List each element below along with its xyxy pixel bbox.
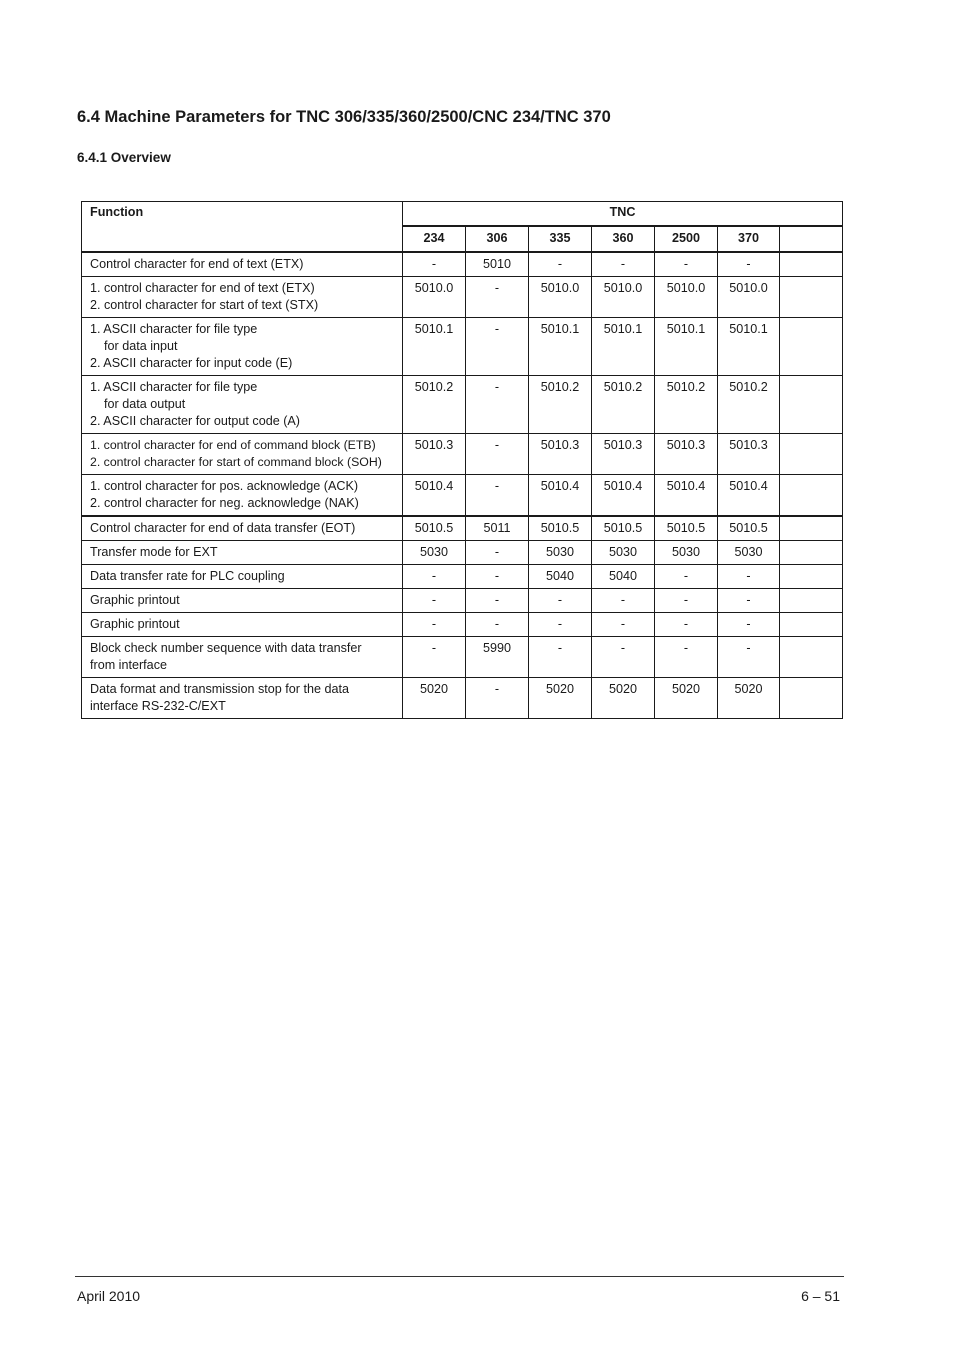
tnc-group-header: TNC xyxy=(403,202,843,227)
function-text: from interface xyxy=(90,658,167,672)
value-cell: - xyxy=(529,637,592,678)
function-cell xyxy=(82,252,403,277)
value-cell: 5010.2 xyxy=(655,376,718,434)
value-cell: 5010.3 xyxy=(529,434,592,475)
table-row xyxy=(82,318,843,376)
function-text: Control character for end of text (ETX) xyxy=(90,257,304,271)
model-column-header xyxy=(780,226,843,252)
value-cell: 5030 xyxy=(592,541,655,565)
value-cell: - xyxy=(655,565,718,589)
value-cell: - xyxy=(718,637,780,678)
table-row xyxy=(82,252,843,277)
value-cell: 5010.2 xyxy=(529,376,592,434)
function-cell xyxy=(82,541,403,565)
value-cell xyxy=(780,565,843,589)
table-row xyxy=(82,637,843,678)
value-cell: 5030 xyxy=(655,541,718,565)
value-cell: 5010.3 xyxy=(655,434,718,475)
value-cell: - xyxy=(403,589,466,613)
function-cell xyxy=(82,637,403,678)
function-cell xyxy=(82,678,403,719)
value-cell: - xyxy=(655,637,718,678)
function-text: 2. control character for start of text (STX) xyxy=(90,298,319,312)
value-cell: 5020 xyxy=(529,678,592,719)
table-row xyxy=(82,589,843,613)
value-cell: - xyxy=(403,565,466,589)
function-text: 1. control character for end of command block (ETB) xyxy=(90,438,376,452)
value-cell: 5010.1 xyxy=(403,318,466,376)
value-cell: - xyxy=(403,252,466,277)
value-cell: - xyxy=(592,252,655,277)
table-row xyxy=(82,613,843,637)
table-row xyxy=(82,678,843,719)
value-cell: 5010.3 xyxy=(592,434,655,475)
value-cell: 5010.5 xyxy=(592,516,655,541)
function-cell xyxy=(82,613,403,637)
value-cell: 5020 xyxy=(655,678,718,719)
value-cell: - xyxy=(466,318,529,376)
table-row xyxy=(82,565,843,589)
function-text: Graphic printout xyxy=(90,593,180,607)
function-cell xyxy=(82,475,403,517)
value-cell: 5020 xyxy=(718,678,780,719)
value-cell: 5010.0 xyxy=(529,277,592,318)
value-cell: 5010.2 xyxy=(592,376,655,434)
function-text: 1. ASCII character for file type xyxy=(90,380,258,394)
value-cell: - xyxy=(466,541,529,565)
table-row xyxy=(82,277,843,318)
value-cell: 5010.4 xyxy=(529,475,592,517)
function-text: 2. ASCII character for input code (E) xyxy=(90,356,293,370)
value-cell xyxy=(780,637,843,678)
function-text: 1. control character for end of text (ETX) xyxy=(90,281,315,295)
table-row xyxy=(82,376,843,434)
value-cell: 5010.2 xyxy=(403,376,466,434)
value-cell: - xyxy=(655,613,718,637)
value-cell: 5020 xyxy=(592,678,655,719)
value-cell: - xyxy=(466,589,529,613)
value-cell: 5030 xyxy=(529,541,592,565)
value-cell: 5010.3 xyxy=(718,434,780,475)
model-column-header: 2500 xyxy=(655,226,718,252)
model-column-header: 234 xyxy=(403,226,466,252)
value-cell xyxy=(780,318,843,376)
value-cell: - xyxy=(466,565,529,589)
value-cell: 5040 xyxy=(529,565,592,589)
table-row xyxy=(82,541,843,565)
value-cell: - xyxy=(466,475,529,517)
table-row xyxy=(82,516,843,541)
value-cell: 5040 xyxy=(592,565,655,589)
value-cell: 5010.2 xyxy=(718,376,780,434)
value-cell xyxy=(780,678,843,719)
function-text: Data format and transmission stop for the data xyxy=(90,682,350,696)
function-text: 2. ASCII character for output code (A) xyxy=(90,414,300,428)
value-cell: - xyxy=(592,637,655,678)
function-text: 1. ASCII character for file type xyxy=(90,322,258,336)
value-cell xyxy=(780,376,843,434)
page-number: 6 – 51 xyxy=(801,1288,840,1304)
value-cell xyxy=(780,516,843,541)
function-cell xyxy=(82,376,403,434)
value-cell: - xyxy=(403,613,466,637)
section-title: 6.4 Machine Parameters for TNC 306/335/360/2500/CNC 234/TNC 370 xyxy=(77,108,611,126)
value-cell: - xyxy=(718,589,780,613)
model-column-header: 335 xyxy=(529,226,592,252)
model-column-header: 370 xyxy=(718,226,780,252)
value-cell: - xyxy=(466,613,529,637)
function-text: 1. control character for pos. acknowledge (ACK) xyxy=(90,479,359,493)
value-cell: 5030 xyxy=(403,541,466,565)
value-cell: - xyxy=(718,613,780,637)
value-cell: 5990 xyxy=(466,637,529,678)
function-text: for data output xyxy=(104,397,186,411)
value-cell: 5010.0 xyxy=(403,277,466,318)
value-cell xyxy=(780,541,843,565)
function-text: 2. control character for neg. acknowledge (NAK) xyxy=(90,496,359,510)
table-row xyxy=(82,475,843,517)
value-cell xyxy=(780,434,843,475)
value-cell: 5010.4 xyxy=(718,475,780,517)
function-cell xyxy=(82,565,403,589)
value-cell: - xyxy=(592,613,655,637)
value-cell: - xyxy=(466,678,529,719)
value-cell: - xyxy=(466,376,529,434)
value-cell xyxy=(780,277,843,318)
value-cell xyxy=(780,589,843,613)
value-cell: - xyxy=(592,589,655,613)
value-cell: 5010.4 xyxy=(592,475,655,517)
value-cell: - xyxy=(718,252,780,277)
footer-date: April 2010 xyxy=(77,1288,141,1304)
value-cell: 5010.4 xyxy=(403,475,466,517)
function-text: Graphic printout xyxy=(90,617,180,631)
value-cell: - xyxy=(529,589,592,613)
subsection-title: 6.4.1 Overview xyxy=(77,150,171,165)
function-cell xyxy=(82,434,403,475)
machine-parameters-table xyxy=(81,201,843,719)
value-cell: 5010.0 xyxy=(592,277,655,318)
function-text: Block check number sequence with data transfer xyxy=(90,641,362,655)
function-text: Control character for end of data transfer (EOT) xyxy=(90,521,356,535)
value-cell: 5010.5 xyxy=(655,516,718,541)
model-column-header: 306 xyxy=(466,226,529,252)
value-cell: - xyxy=(466,277,529,318)
value-cell: - xyxy=(529,613,592,637)
function-cell xyxy=(82,318,403,376)
function-text: interface RS-232-C/EXT xyxy=(90,699,226,713)
value-cell xyxy=(780,475,843,517)
value-cell: 5010.3 xyxy=(403,434,466,475)
value-cell: - xyxy=(655,252,718,277)
table-row xyxy=(82,434,843,475)
value-cell: 5010.1 xyxy=(592,318,655,376)
value-cell xyxy=(780,613,843,637)
value-cell: - xyxy=(403,637,466,678)
function-text: Data transfer rate for PLC coupling xyxy=(90,569,285,583)
value-cell: - xyxy=(529,252,592,277)
function-column-header: Function xyxy=(82,202,403,253)
value-cell: 5010.5 xyxy=(718,516,780,541)
function-text: 2. control character for start of command block (SOH) xyxy=(90,455,382,469)
value-cell: - xyxy=(655,589,718,613)
function-cell xyxy=(82,516,403,541)
value-cell: - xyxy=(718,565,780,589)
value-cell: 5010.0 xyxy=(655,277,718,318)
value-cell: - xyxy=(466,434,529,475)
value-cell: 5010.0 xyxy=(718,277,780,318)
value-cell xyxy=(780,252,843,277)
function-cell xyxy=(82,277,403,318)
value-cell: 5010.5 xyxy=(403,516,466,541)
value-cell: 5020 xyxy=(403,678,466,719)
value-cell: 5010.1 xyxy=(529,318,592,376)
value-cell: 5010 xyxy=(466,252,529,277)
value-cell: 5010.1 xyxy=(718,318,780,376)
value-cell: 5011 xyxy=(466,516,529,541)
function-cell xyxy=(82,589,403,613)
footer-divider xyxy=(75,1276,844,1277)
value-cell: 5030 xyxy=(718,541,780,565)
value-cell: 5010.4 xyxy=(655,475,718,517)
function-text: Transfer mode for EXT xyxy=(90,545,218,559)
value-cell: 5010.1 xyxy=(655,318,718,376)
model-column-header: 360 xyxy=(592,226,655,252)
function-text: for data input xyxy=(104,339,178,353)
value-cell: 5010.5 xyxy=(529,516,592,541)
